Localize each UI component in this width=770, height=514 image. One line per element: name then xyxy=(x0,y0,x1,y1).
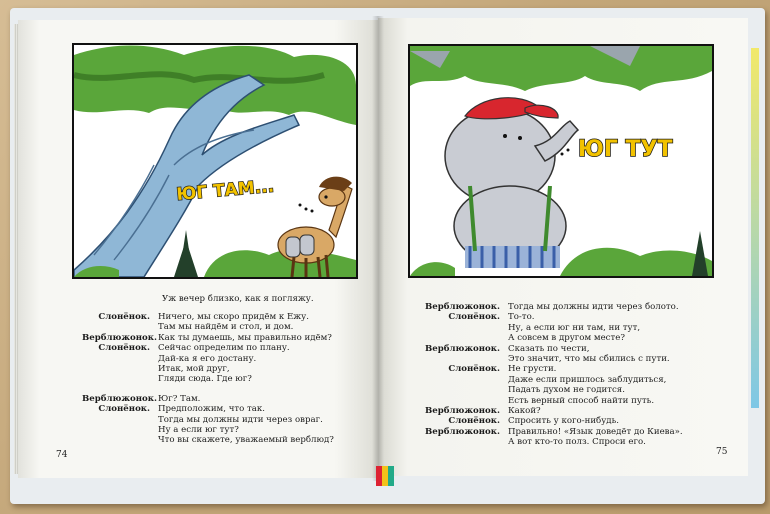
line-text: Есть верный способ найти путь. xyxy=(508,395,655,406)
dialogue-line xyxy=(424,364,683,374)
dialogue-line xyxy=(82,312,334,322)
dialogue-line xyxy=(424,323,683,333)
speaker-name: Слонёнок. xyxy=(98,312,150,322)
line-text: А совсем в другом месте? xyxy=(508,333,625,344)
dialogue-line xyxy=(424,437,683,447)
pine-tree xyxy=(692,231,708,276)
left-illustration xyxy=(72,43,358,279)
line-text: Это значит, что мы сбились с пути. xyxy=(508,354,670,365)
speaker-name xyxy=(424,333,508,343)
speaker-name: Верблюжонок. xyxy=(425,406,500,417)
dialogue-line xyxy=(424,375,683,385)
dialogue-line xyxy=(82,343,334,353)
line-text: Там мы найдём и стол, и дом. xyxy=(158,322,294,333)
speaker-name xyxy=(82,374,158,384)
dialogue-line xyxy=(424,344,683,354)
elephant-figure xyxy=(445,98,578,268)
line-text: То-то. xyxy=(508,312,535,323)
speaker-name xyxy=(424,385,508,395)
dialogue-line xyxy=(82,333,334,343)
line-text: Ну, а если юг ни там, ни тут, xyxy=(508,322,641,333)
dialogue-line xyxy=(424,312,683,322)
line-text: Сказать по чести, xyxy=(508,343,590,354)
dialogue-line xyxy=(82,364,334,374)
dialogue-line xyxy=(424,302,683,312)
speaker-name: Слонёнок. xyxy=(448,364,500,375)
line-text: Юг? Там. xyxy=(158,393,201,404)
pine-tree xyxy=(174,240,198,277)
line-text: Как ты думаешь, мы правильно идём? xyxy=(158,332,332,343)
speaker-name xyxy=(424,354,508,364)
line-text: Тогда мы должны идти через болото. xyxy=(508,302,679,312)
dialogue-line xyxy=(82,322,334,332)
speaker-name xyxy=(424,375,508,385)
tree-foliage xyxy=(410,46,712,91)
dialogue-line xyxy=(424,396,683,406)
line-text: Тогда мы должны идти через овраг. xyxy=(158,414,323,425)
dialogue-line xyxy=(82,374,334,384)
dialogue-line xyxy=(424,333,683,343)
line-text: Какой? xyxy=(508,406,541,417)
dialogue-line xyxy=(82,394,334,404)
dialogue-line xyxy=(424,354,683,364)
dialogue-line xyxy=(82,415,334,425)
line-text: Правильно! «Язык доведёт до Киева». xyxy=(508,426,683,437)
speaker-name: Слонёнок. xyxy=(98,343,150,354)
speaker-name xyxy=(82,354,158,364)
line-text: Ничего, мы скоро придём к Ежу. xyxy=(158,312,309,322)
speaker-name xyxy=(424,323,508,333)
line-text: Даже если пришлось заблудиться, xyxy=(508,374,667,385)
intro-line: Уж вечер близко, как я погляжу. xyxy=(162,294,314,304)
speaker-name xyxy=(82,425,158,435)
dialogue-line xyxy=(424,385,683,395)
speaker-name: Слонёнок. xyxy=(98,404,150,415)
page-number-right: 75 xyxy=(716,447,728,457)
speaker-name: Слонёнок. xyxy=(448,416,500,427)
speaker-name: Верблюжонок. xyxy=(82,393,157,404)
bush-left xyxy=(410,262,455,276)
speaker-name xyxy=(82,364,158,374)
line-text: Предположим, что так. xyxy=(158,404,266,415)
dialogue-line xyxy=(424,406,683,416)
dialogue-line xyxy=(82,354,334,364)
dialogue-line xyxy=(82,435,334,445)
cover-edge xyxy=(751,48,759,408)
stanza-gap xyxy=(82,385,334,394)
line-text: Сейчас определим по плану. xyxy=(158,343,290,354)
speaker-name xyxy=(82,322,158,332)
speaker-name xyxy=(424,437,508,447)
right-dialogue xyxy=(424,302,683,448)
line-text: Итак, мой друг, xyxy=(158,364,230,375)
line-text: А вот кто-то полз. Спроси его. xyxy=(508,437,646,448)
speaker-name: Верблюжонок. xyxy=(425,426,500,437)
line-text: Спросить у кого-нибудь. xyxy=(508,416,619,427)
right-illustration xyxy=(408,44,714,278)
caption-south-there: ЮГ ТАМ... xyxy=(175,176,275,205)
speaker-name: Верблюжонок. xyxy=(425,302,500,312)
dialogue-line xyxy=(424,416,683,426)
line-text: Падать духом не годится. xyxy=(508,385,625,396)
speaker-name: Верблюжонок. xyxy=(82,332,157,343)
speaker-name xyxy=(82,435,158,445)
caption-south-here: ЮГ ТУТ xyxy=(578,137,673,162)
page-number-left: 74 xyxy=(56,450,68,460)
bushes xyxy=(204,250,356,277)
dialogue-line xyxy=(424,427,683,437)
bushes xyxy=(560,248,712,276)
left-dialogue xyxy=(82,312,334,446)
speaker-name xyxy=(424,396,508,406)
dialogue-line xyxy=(82,404,334,414)
dialogue-line xyxy=(82,425,334,435)
book-gutter xyxy=(372,16,384,481)
line-text: Ну а если юг тут? xyxy=(158,425,239,436)
speaker-name: Слонёнок. xyxy=(448,312,500,323)
line-text: Что вы скажете, уважаемый верблюд? xyxy=(158,435,334,446)
bookmark-ribbon xyxy=(376,466,394,486)
line-text: Дай-ка я его достану. xyxy=(158,353,257,364)
speaker-name xyxy=(82,415,158,425)
line-text: Не грусти. xyxy=(508,364,557,375)
line-text: Гляди сюда. Где юг? xyxy=(158,374,252,385)
speaker-name: Верблюжонок. xyxy=(425,343,500,354)
